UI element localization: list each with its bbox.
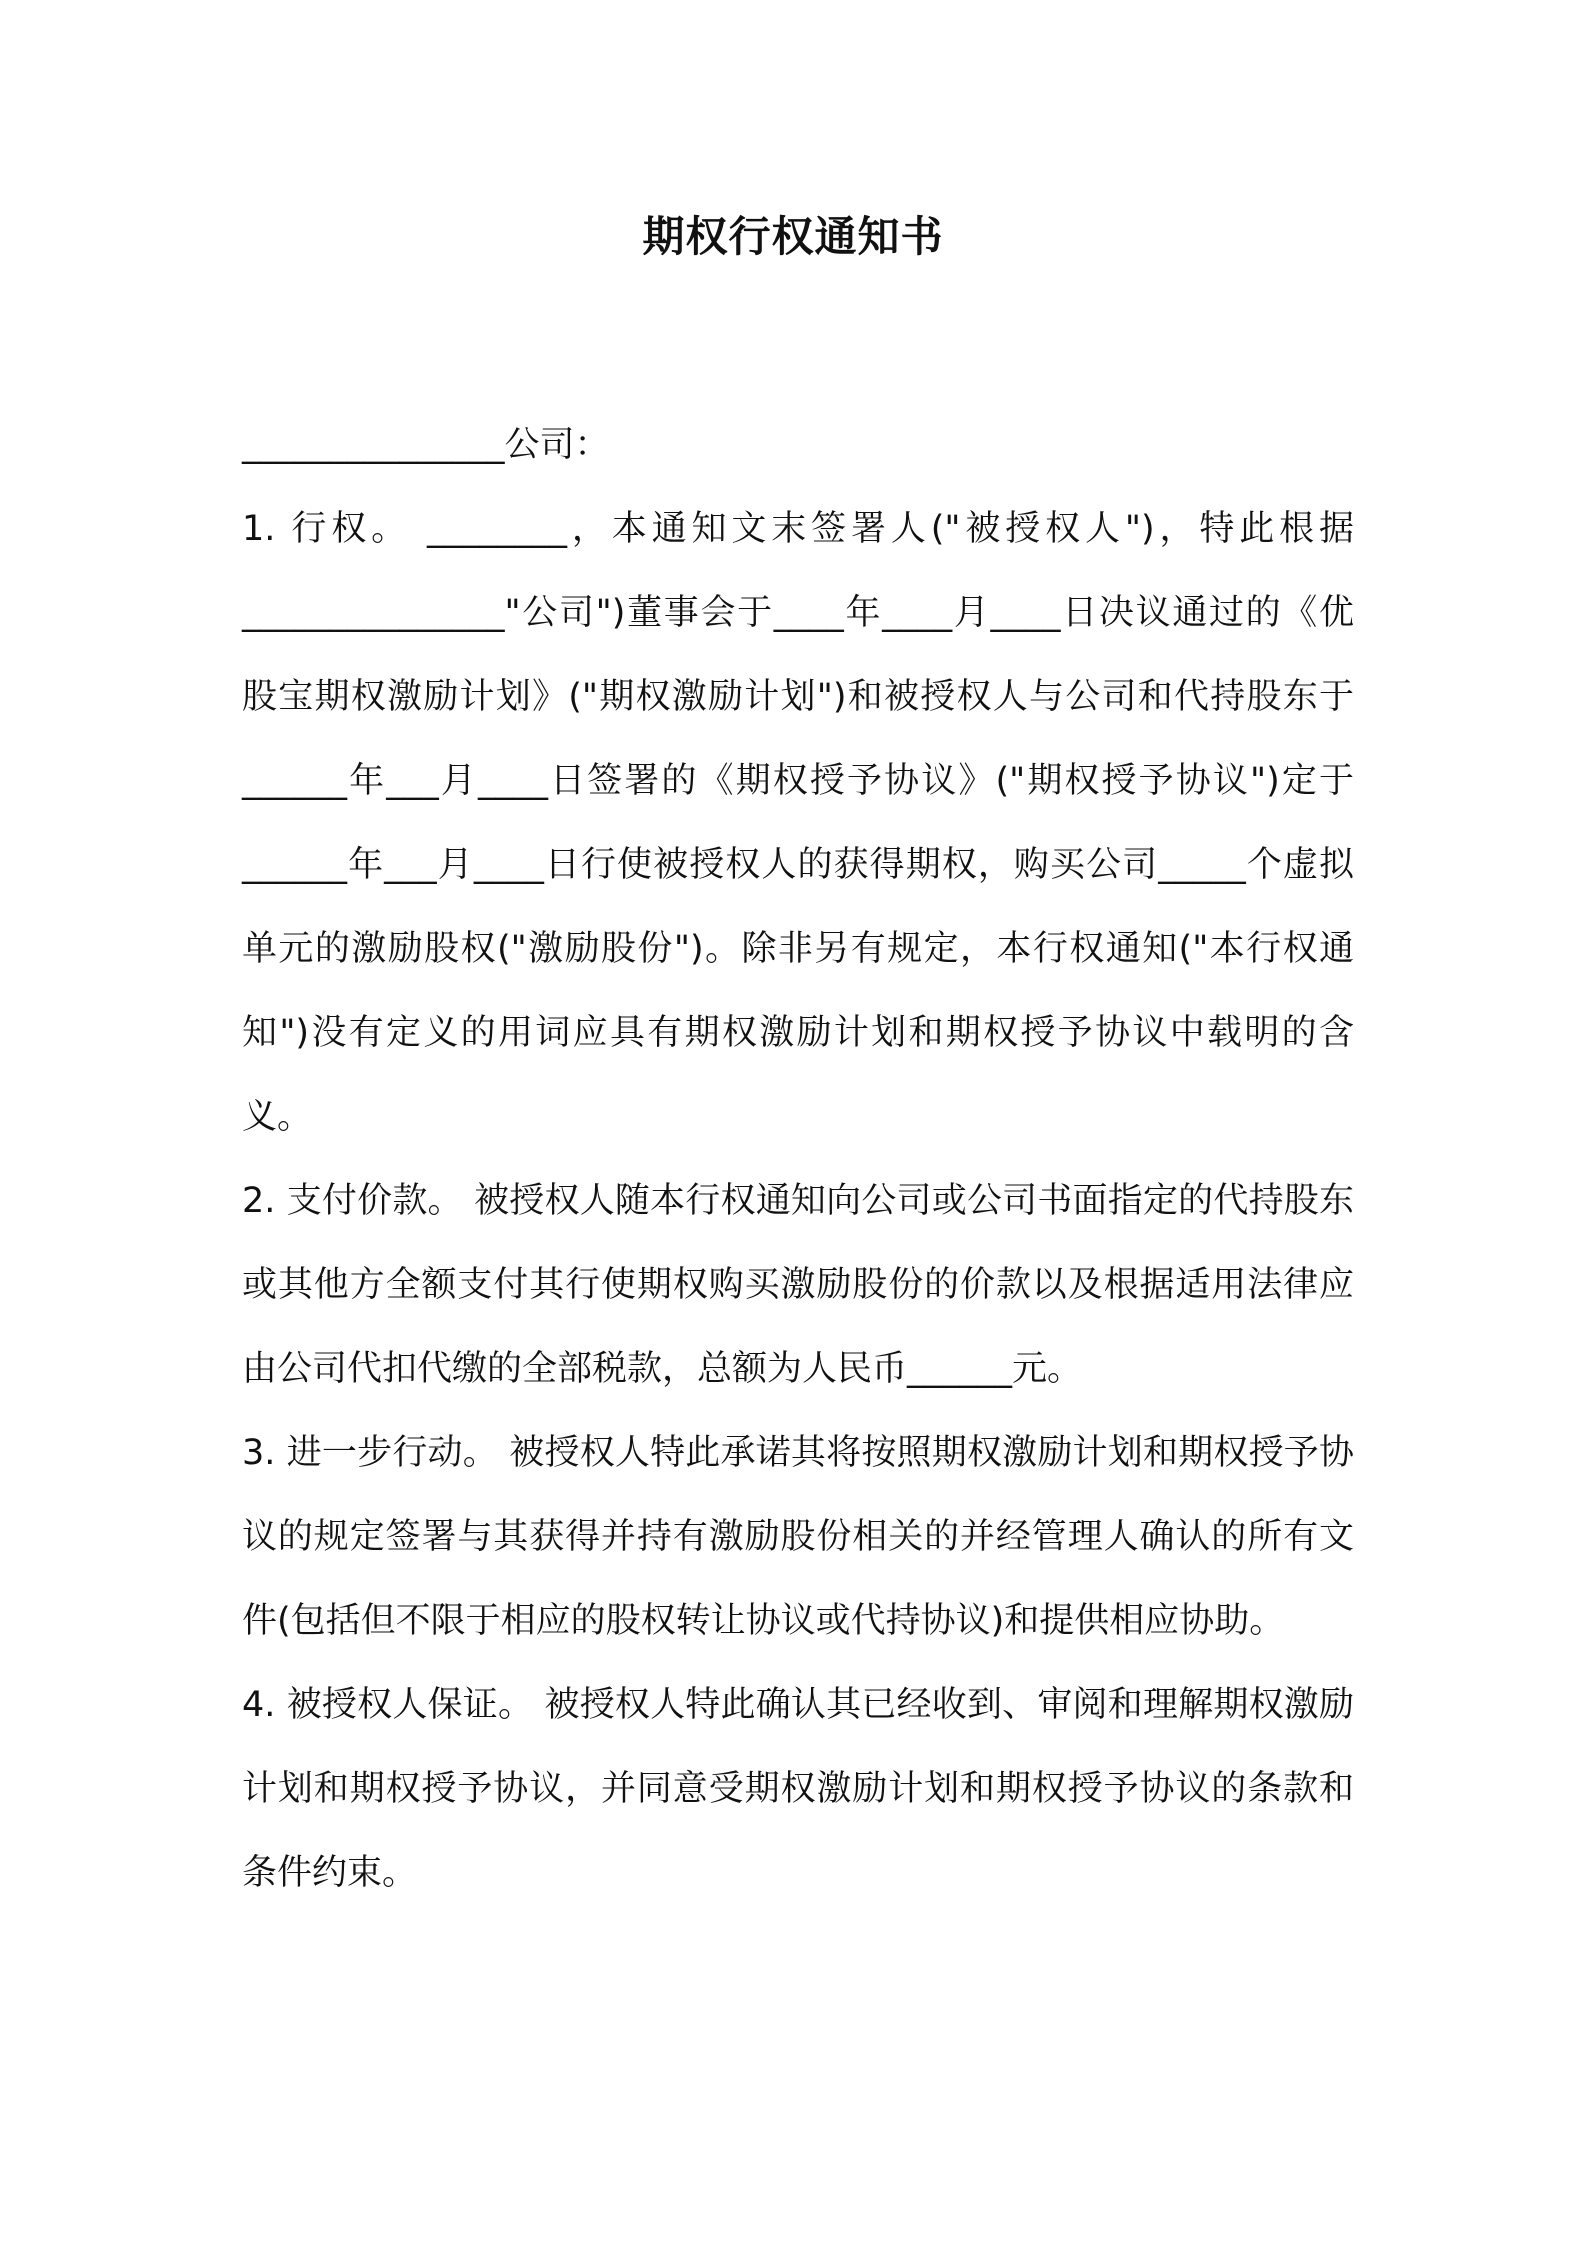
document-body	[242, 403, 1354, 1915]
paragraph-exercise: 1. 行权。 ________，本通知文末签署人("被授权人")，特此根据 _______________"公司")董事会于____年____月____日决议通过的《优股宝期权激励计划》("期权激励计划")和被授权人与公司和代持股东于______年___月____日签署的《期权授予协议》("期权授予协议")定于______年___月____日行使被授权人的获得期权，购买公司_____个虚拟单元的激励股权("激励股份")。除非另有规定，本行权通知("本行权通知")没有定义的用词应具有期权激励计划和期权授予协议中载明的含义。	[242, 509, 1354, 1137]
paragraph-further-action: 3. 进一步行动。 被授权人特此承诺其将按照期权激励计划和期权授予协议的规定签署与其获得并持有激励股份相关的并经管理人确认的所有文件(包括但不限于相应的股权转让协议或代持协议)和提供相应协助。	[242, 1433, 1354, 1641]
salutation-line: _______________公司：	[242, 425, 610, 465]
paragraph-payment: 2. 支付价款。 被授权人随本行权通知向公司或公司书面指定的代持股东或其他方全额支付其行使期权购买激励股份的价款以及根据适用法律应由公司代扣代缴的全部税款，总额为人民币______元。	[242, 1181, 1354, 1389]
paragraph-grantee-warranty: 4. 被授权人保证。 被授权人特此确认其已经收到、审阅和理解期权激励计划和期权授予协议，并同意受期权激励计划和期权授予协议的条款和条件约束。	[242, 1685, 1354, 1893]
document-title: 期权行权通知书	[642, 212, 944, 261]
